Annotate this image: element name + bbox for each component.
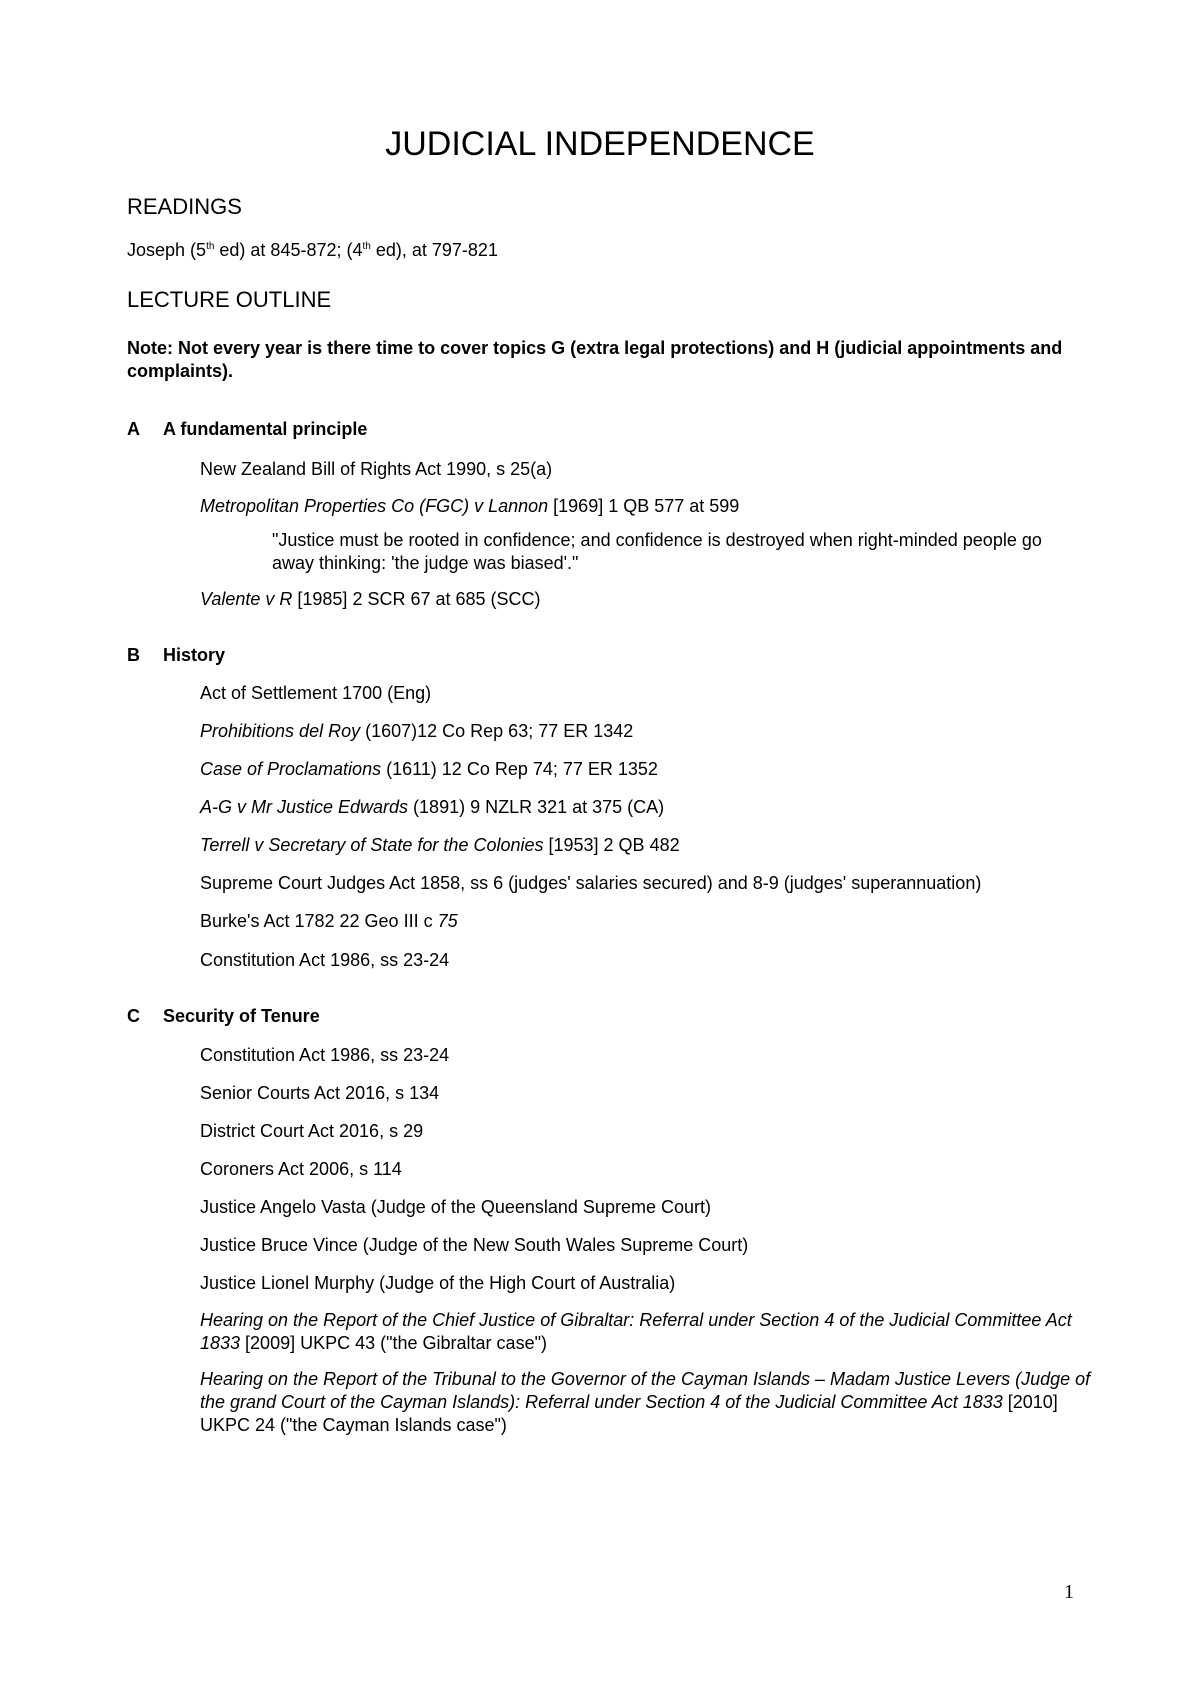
section-c-item: Justice Bruce Vince (Judge of the New South Wales Supreme Court) <box>200 1235 749 1255</box>
section-c-item: Constitution Act 1986, ss 23-24 <box>200 1045 450 1065</box>
section-b-item: Constitution Act 1986, ss 23-24 <box>200 950 450 970</box>
section-b-item: Supreme Court Judges Act 1858, ss 6 (judges' salaries secured) and 8-9 (judges' superannuation) <box>200 873 982 893</box>
section-c-item: Justice Lionel Murphy (Judge of the High Court of Australia) <box>200 1273 676 1293</box>
section-b-item: A-G v Mr Justice Edwards (1891) 9 NZLR 321 at 375 (CA) <box>200 797 665 817</box>
section-c-item: Coroners Act 2006, s 114 <box>200 1159 402 1179</box>
section-c-item: Hearing on the Report of the Chief Justice of Gibraltar: Referral under Section 4 of the Judicial Committee Act 1833 [2009] UKPC 43 ("the Gibraltar case") <box>200 1310 1072 1353</box>
section-b-heading: B History <box>127 645 226 665</box>
section-a-item: Valente v R [1985] 2 SCR 67 at 685 (SCC) <box>200 589 541 609</box>
section-a-quote: "Justice must be rooted in confidence; and confidence is destroyed when right-minded people go away thinking: 'the judge was biased'." <box>272 530 1042 573</box>
readings-heading: READINGS <box>127 194 242 219</box>
section-c-item: Justice Angelo Vasta (Judge of the Queensland Supreme Court) <box>200 1197 711 1217</box>
section-b-item: Case of Proclamations (1611) 12 Co Rep 74; 77 ER 1352 <box>200 759 658 779</box>
lecture-outline-heading: LECTURE OUTLINE <box>127 287 332 312</box>
outline-note: Note: Not every year is there time to cover topics G (extra legal protections) and H (judicial appointments and complaints). <box>127 338 1063 381</box>
section-a-heading: A A fundamental principle <box>127 419 368 439</box>
section-a-item: Metropolitan Properties Co (FGC) v Lannon [1969] 1 QB 577 at 599 <box>200 496 740 516</box>
section-b-item: Terrell v Secretary of State for the Colonies [1953] 2 QB 482 <box>200 835 680 855</box>
section-a-item: New Zealand Bill of Rights Act 1990, s 25(a) <box>200 459 553 479</box>
readings-text: Joseph (5th ed) at 845-872; (4th ed), at 797-821 <box>127 240 498 260</box>
section-c-item: Hearing on the Report of the Tribunal to the Governor of the Cayman Islands – Madam Justice Levers (Judge of the grand Court of the Cayman Islands): Referral under Section 4 of the Judicial Committee Act 1833 [2010] UKPC 24 ("the Cayman Islands case") <box>200 1369 1091 1435</box>
section-c-heading: C Security of Tenure <box>127 1006 320 1026</box>
section-c-item: Senior Courts Act 2016, s 134 <box>200 1083 440 1103</box>
document-title: JUDICIAL INDEPENDENCE <box>385 125 815 163</box>
section-b-item: Act of Settlement 1700 (Eng) <box>200 683 432 703</box>
section-c-item: District Court Act 2016, s 29 <box>200 1121 424 1141</box>
section-b-item: Prohibitions del Roy (1607)12 Co Rep 63; 77 ER 1342 <box>200 721 634 741</box>
page-number: 1 <box>1064 1581 1074 1603</box>
section-b-item: Burke's Act 1782 22 Geo III c 75 <box>200 911 458 931</box>
